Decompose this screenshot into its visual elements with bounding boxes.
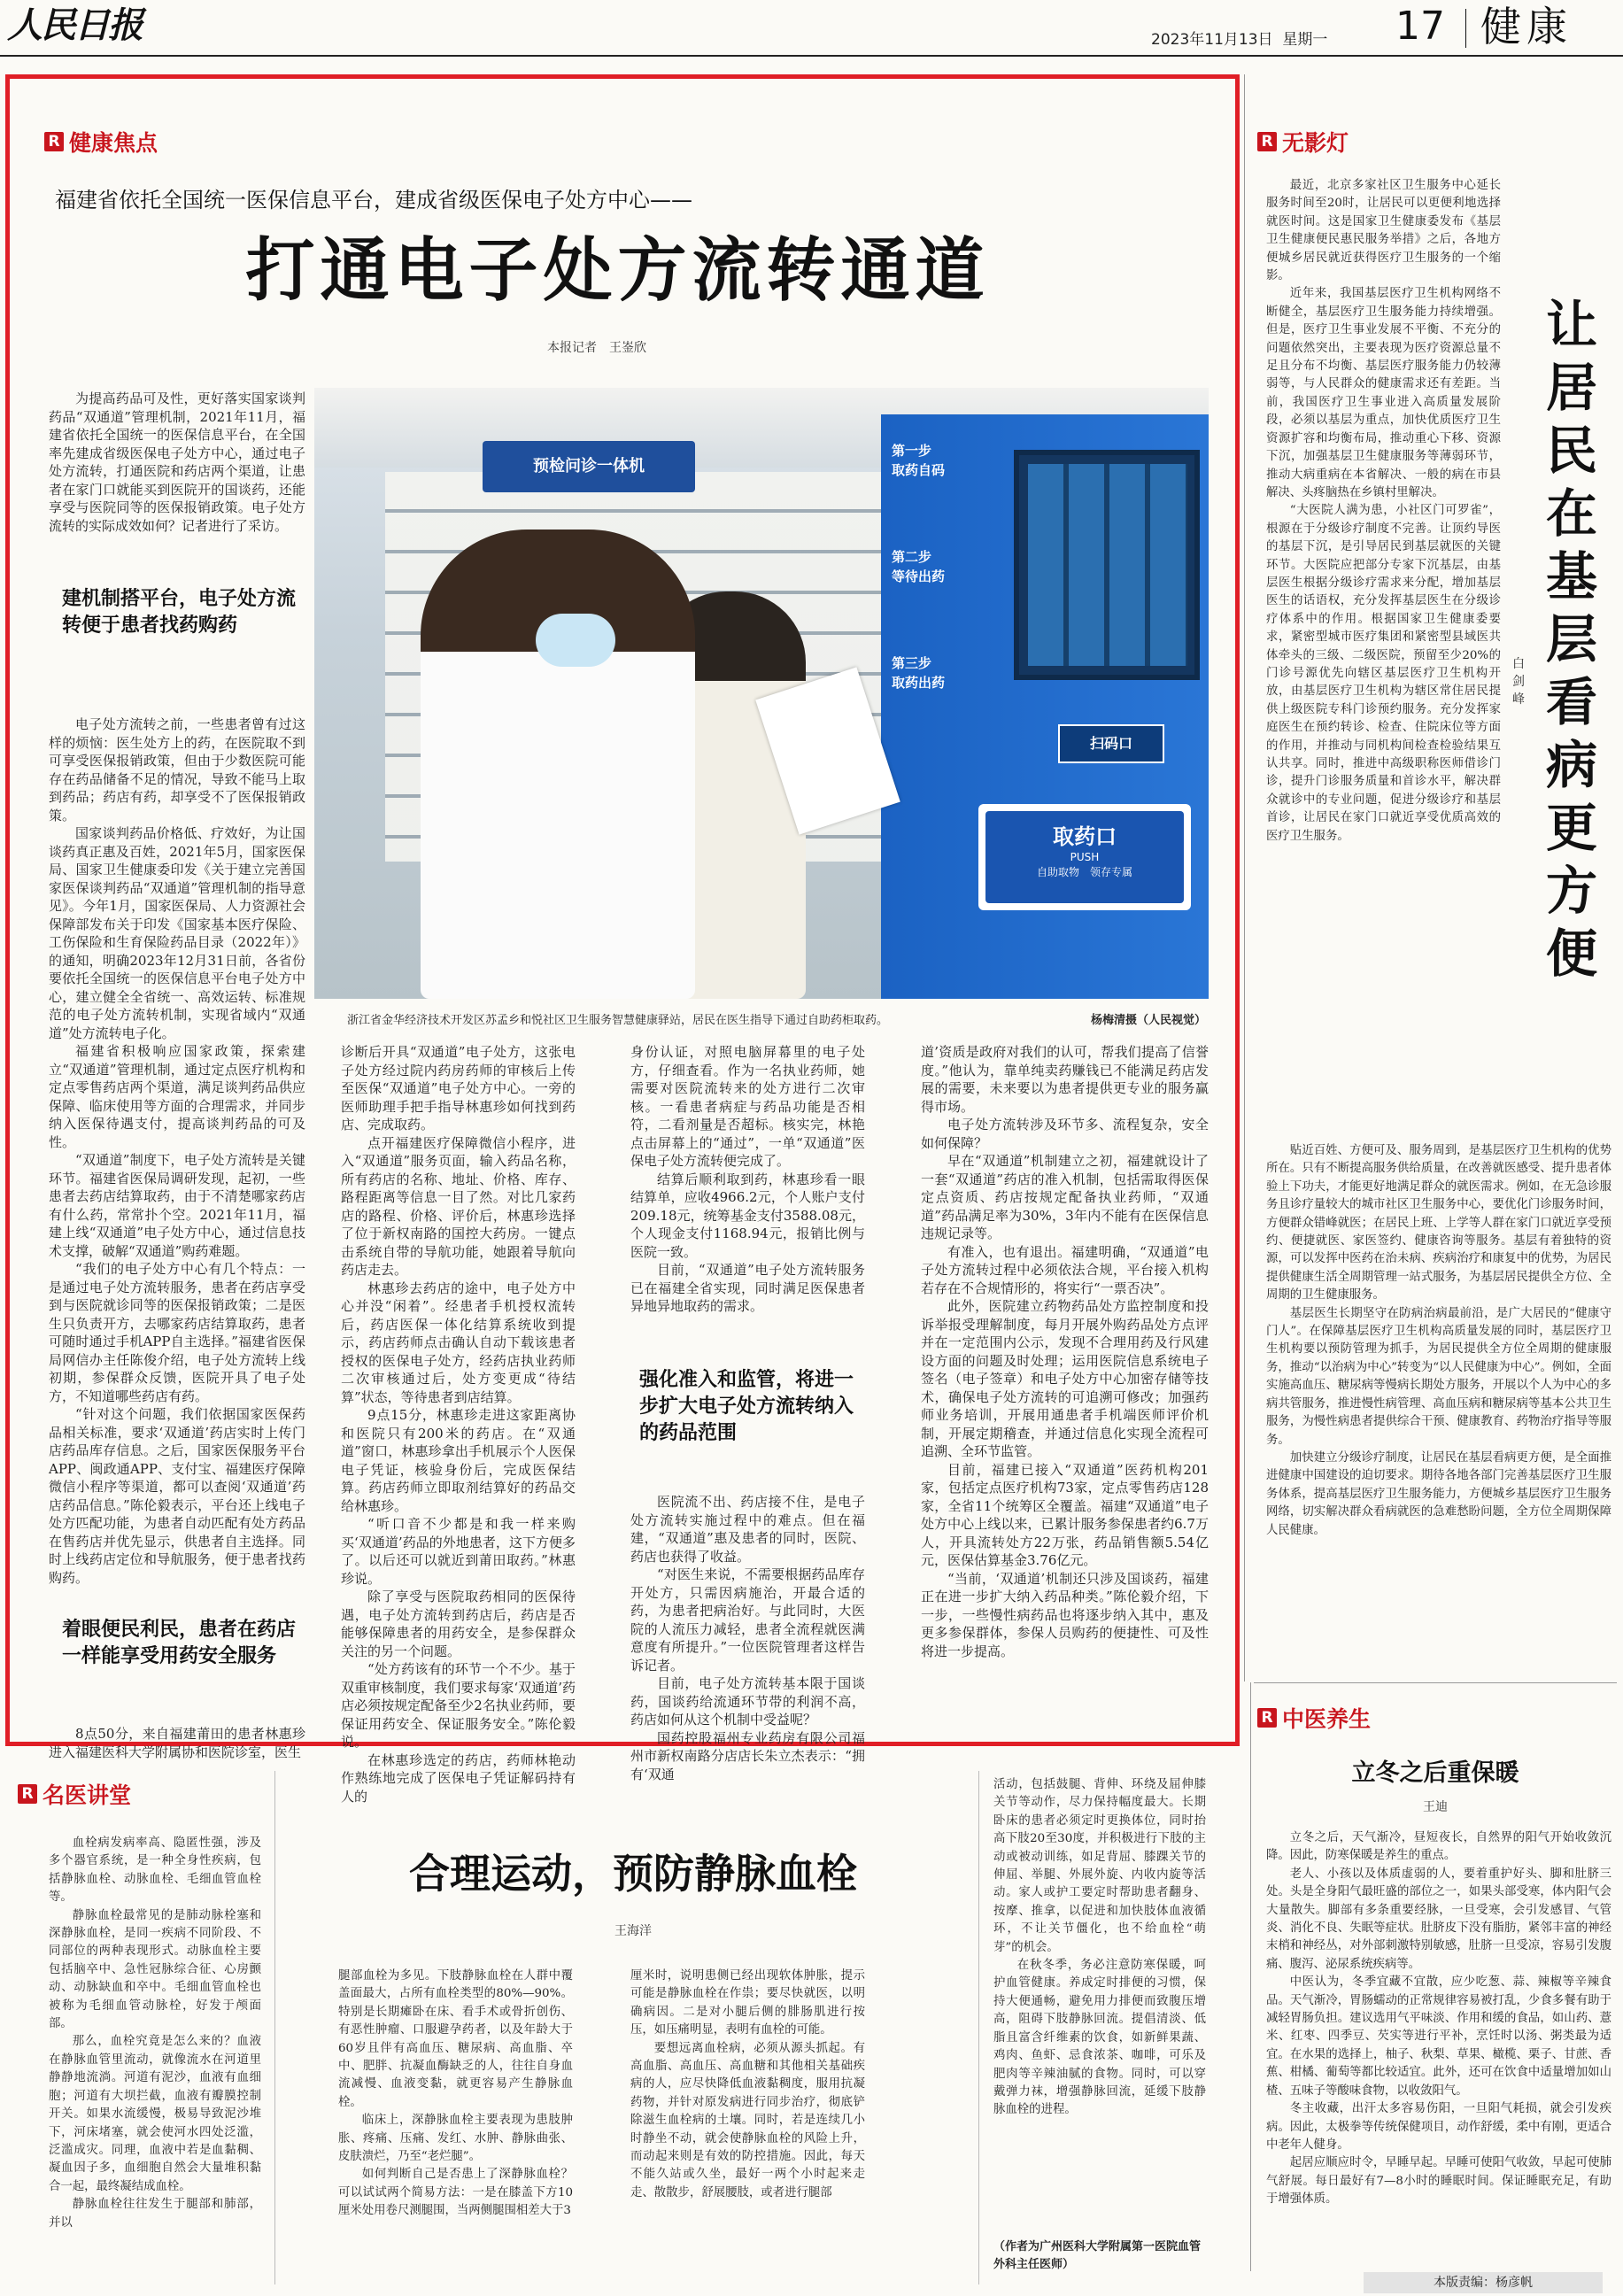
- news-photo: [314, 388, 1209, 999]
- tcm-author: 王迪: [1423, 1800, 1448, 1814]
- footer-editor: 本版责编：杨彦帆: [1364, 2272, 1603, 2293]
- photo-caption: 浙江省金华经济技术开发区苏孟乡和悦社区卫生服务智慧健康驿站，居民在医生指导下通过自助药柜取药。 杨梅清摄（人民视觉）: [347, 1014, 1206, 1027]
- doctor-col3: 厘米时，说明患侧已经出现软体肿胀，提示可能是静脉血栓在作祟；要尽快就医，以明确病因。二是对小腿后侧的腓肠肌进行按压，如压痛明显，表明有血栓的可能。 要想远离血栓病，必须从源头抓起。有高血脂、高血压、高血糖和其他相关基础疾病的人，应尽快降低血液黏稠度，服用抗凝药物，并针对原发病进行同步治疗，彻底铲除滋生血栓病的土壤。同时，若是连续几小时静坐不动，就会使静脉血栓的风险上升，而动起来则是有效的防控措施。因此，每天不能久站或久坐，最好一两个小时起来走走、散散步，舒展腰肢，或者进行腿部: [630, 1969, 865, 2199]
- article-col2: 诊断后开具“双通道”电子处方，这张电子处方经过院内药房药师的审核后上传至医保“双通道”电子处方中心。一旁的医师助理手把手指导林惠珍如何找到药店、完成取药。 点开福建医疗保障微信小程序，进入“双通道”服务页面，输入药品名称，所有药店的名称、地址、价格、库存、路程距离等信息一目了然。对比几家药店的路程、价格、评价后，林惠珍选择了位于新权南路的国控大药房。一键点击系统自带的导航功能，她跟着导航向药店走去。 林惠珍去药店的途中，电子处方中心并没“闲着”。经患者手机授权流转后，药店医保一体化结算系统收到提示，药店药师点击确认自动下载该患者授权的医保电子处方，经药店执业药师二次审核通过后，处方变更成“待结算”状态，等待患者到店结算。 9点15分，林惠珍走进这家距离协和医院只有200米的药店。在“双通道”窗口，林惠珍拿出手机展示个人医保电子凭证，核验身份后，完成医保结算。药店药师立即取剂结算好的药品交给林惠珍。 “听口音不少都是和我一样来购买‘双通道’药品的外地患者，这下方便多了。以后还可以就近到莆田取药。”林惠珍说。 除了享受与医院取药相同的医保待遇，电子处方流转到药店后，药店是否能够保障患者的用药安全，是参保群众关注的另一个问题。 “处方药该有的环节一个不少。基于双重审核制度，我们要求每家‘双通道’药店必须按规定配备至少2名执业药师，要保证用药安全、保证服务安全。”陈伦毅说。 在林惠珍选定的药店，药师林艳动作熟练地完成了医保电子凭证解码持有人的: [341, 1044, 576, 1805]
- article-intro: 为提高药品可及性，更好落实国家谈判药品“双通道”管理机制，2021年11月，福建省依托全国统一的医保信息平台，在全国率先建成省级医保电子处方中心，通过电子处方流转，打通医院和药店两个渠道，让患者在家门口就能买到医院开的国谈药，还能享受与医院同等的医保报销政策。电子处方流转的实际成效如何？记者进行了采访。: [49, 390, 305, 534]
- doctor-col2: 腿部血栓为多见。下肢静脉血栓在人群中覆盖面最大，占所有血栓类型的80%—90%。特别是长期瘫卧在床、看手术或骨折创伤、有恶性肿瘤、口服避孕药者，以及年龄大于60岁且伴有高血压、糖尿病、高血脂、卒中、肥胖、抗凝血酶缺乏的人，往往自身血流减慢、血液变黏，就更容易产生静脉血栓。 临床上，深静脉血栓主要表现为患肢肿胀、疼痛、压痛、发红、水肿、静脉曲张、皮肤溃烂，乃至“老烂腿”。 如何判断自己是否患上了深静脉血栓？可以试试两个简易方法：一是在膝盖下方10厘米处用卷尺测腿围，当两侧腿围相差大于3: [338, 1969, 573, 2218]
- section-marker-icon: R: [44, 132, 64, 151]
- doctor-author-note: （作者为广州医科大学附属第一医院血管外科主任医师）: [993, 2240, 1202, 2271]
- step-3: 第三步 取药出药: [892, 655, 946, 691]
- tcm-headline: 立冬之后重保暖: [1351, 1759, 1519, 1787]
- pickup-window: 取药口 PUSH 自助取物 领存专属: [978, 804, 1191, 910]
- article-col1: 电子处方流转之前，一些患者曾有过这样的烦恼：医生处方上的药，在医院取不到可享受医保报销政策，但由于少数医院可能存在药品储备不足的情况，导致不能马上取到药品；药店有药，却享受不了医保报销政策。 国家谈判药品价格低、疗效好，为让国谈药真正惠及百姓，2021年5月，国家医保局、国家卫生健康委印发《关于建立完善国家医保谈判药品“双通道”管理机制的指导意见》。今年1月，国家医保局、人力资源社会保障部发布关于印发《国家基本医疗保险、工伤保险和生育保险药品目录（2022年）》的通知，明确2023年12月31日前，各省份要依托全国统一的医保信息平台电子处方中心，建立健全全省统一、高效运转、标准规范的电子处方流转机制，实现省域内“双通道”处方流转电子化。 福建省积极响应国家政策，探索建立“双通道”管理机制，通过定点医疗机构和定点零售药店两个渠道，满足谈判药品供应保障、临床使用等方面的合理需求，并同步纳入医保待遇支付，提高谈判药品的可及性。 “双通道”制度下，电子处方流转是关键环节。福建省医保局调研发现，起初，一些患者去药店结算取药，由于不清楚哪家药店有什么药，常常扑个空。2021年11月，福建上线“双通道”电子处方中心，通过信息技术支撑，破解“双通道”购药难题。 “我们的电子处方中心有几个特点：一是通过电子处方流转服务，患者在药店享受到与医院就诊同等的医保报销政策；二是医生只负责开方，去哪家药店结算取药，患者可随时通过手机APP自主选择。”福建省医保局网信办主任陈俊介绍，电子处方流转上线初期，参保群众反馈，医院开具了电子处方，不知道哪些药店有药。 “针对这个问题，我们依据国家医保药品相关标准，要求‘双通道’药店实时上传门店药品库存信息。之后，国家医保服务平台APP、闽政通APP、支付宝、福建医疗保障微信小程序等渠道，都可以查阅‘双通道’药店药品信息。”陈伦毅表示，平台还上线电子处方匹配功能，为患者自动匹配有处方药品在售药店并优先显示，供患者自主选择。同时上线药店定位和导航服务，便于患者找药购药。: [49, 716, 305, 1586]
- commentary-headline: 让居民在基层看病更方便: [1545, 295, 1597, 984]
- section-tcm: R 中医养生: [1257, 1702, 1371, 1734]
- section-marker-icon: R: [18, 1784, 37, 1804]
- subheading-3: 强化准入和监管，将进一步扩大电子处方流转纳入的药品范围: [639, 1369, 854, 1444]
- article-byline: 本报记者 王崟欣: [547, 341, 646, 355]
- masthead-logo: 人民日报: [7, 4, 142, 46]
- section-doctor: R 名医讲堂: [18, 1778, 131, 1810]
- article-col3: 身份认证，对照电脑屏幕里的电子处方，仔细查看。作为一名执业药师，她需要对医院流转来的处方进行二次审核。一看患者病症与药品功能是否相符，二看剂量是否超标。核实完，林艳点击屏幕上的“通过”，一单“双通道”医保电子处方流转便完成了。 结算后顺利取到药，林惠珍看一眼结算单，应收4966.2元，个人账户支付209.18元，统筹基金支付3588.08元，个人现金支付1168.94元，报销比例与医院一致。 目前，“双通道”电子处方流转服务已在福建全省实现，同时满足医保患者异地异地取药的需求。: [630, 1044, 865, 1314]
- scan-port: 扫码口: [1058, 724, 1164, 763]
- page-number: 17: [1395, 4, 1445, 49]
- subheading-2: 着眼便民利民，患者在药店一样能享受用药安全服务: [62, 1619, 297, 1667]
- commentary-author: 白剑峰: [1512, 657, 1525, 707]
- article-col1-continued: 8点50分，来自福建莆田的患者林惠珍进入福建医科大学附属协和医院诊室，医生: [49, 1726, 305, 1760]
- photo-person-front: [421, 530, 695, 999]
- masthead-rule: [0, 55, 1623, 57]
- article-col3-continued: 医院流不出、药店接不住，是电子处方流转实施过程中的难点。但在福建，“双通道”惠及患者的同时，医院、药店也获得了收益。 “对医生来说，不需要根据药品库存开处方，只需因病施治，开最合适的药，为患者把病治好。与此同时，大医院的人流压力减轻，患者全流程就医满意度有所提升。”一位医院管理者这样告诉记者。 目前，电子处方流转基本限于国谈药，国谈药给流通环节带的利润不高，药店如何从这个机制中受益呢？ 国药控股福州专业药房有限公司福州市新权南路分店店长朱立杰表示：“拥有‘双通: [630, 1494, 865, 1782]
- doctor-col4: 活动，包括鼓腿、背伸、环绕及屈伸膝关节等动作，尽力保持幅度最大。长期卧床的患者必须定时更换体位，同时抬高下肢20至30度，并积极进行下肢的主动或被动训练，如足背屈、膝踝关节的伸屈、举腿、外展外旋、内收内旋等活动。家人或护工要定时帮助患者翻身、按摩、推拿，以促进和加快肢体血液循环，不让关节僵化，也不给血栓“萌芽”的机会。 在秋冬季，务必注意防寒保暖，呵护血管健康。养成定时排便的习惯，保持大便通畅，避免用力排便而致腹压增高，阻碍下肢静脉回流。提倡清淡、低脂且富含纤维素的饮食，如新鲜果蔬、鸡肉、鱼虾、忌食浓茶、咖啡，可乐及肥肉等辛辣油腻的食物。同时，可以穿戴弹力袜，增强静脉回流，延缓下肢静脉血栓的进程。: [993, 1778, 1206, 2117]
- kiosk-sign: 预检问诊一体机: [483, 441, 695, 492]
- masthead-date: 2023年11月13日 星期一: [1151, 31, 1328, 49]
- section-wuying: R 无影灯: [1257, 126, 1349, 158]
- section-marker-icon: R: [1257, 132, 1277, 151]
- doctor-headline: 合理运动，预防静脉血栓: [409, 1850, 857, 1898]
- article-subtitle: 福建省依托全国统一医保信息平台，建成省级医保电子处方中心——: [55, 188, 692, 213]
- doctor-author: 王海洋: [614, 1924, 652, 1938]
- machine-screen: [1014, 450, 1200, 680]
- commentary-body-wide: 贴近百姓、方便可及、服务周到，是基层医疗卫生机构的优势所在。只有不断提高服务供给质量，在改善就医感受、提升患者体验上下功夫，才能更好地满足群众的就医需求。例如，在无急诊服务且诊疗量较大的城市社区卫生服务中心，要优化门诊服务时间，方便群众错峰就医；在居民上班、上学等人群在家门口就近享受预约、便捷就医、家医签约、健康咨询等服务。基层有着独特的资源，可以发挥中医药在治未病、疾病治疗和康复中的优势，为居民提供健康生活全周期管理一站式服务，为基层居民提供全方位、全周期的卫生健康服务。 基层医生长期坚守在防病治病最前沿，是广大居民的“健康守门人”。在保障基层医疗卫生机构高质量发展的同时，基层医疗卫生机构要以预防管理为抓手，为居民提供全方位全周期的健康服务，推动“以治病为中心”转变为“以人民健康为中心”。例如，全面实施高血压、糖尿病等慢病长期处方服务，开展以个人为中心的多病共管服务，推进慢性病管理、高血压病和糖尿病等基本公共卫生服务，为慢性病患者提供综合干预、健康教育、药物治疗指导等服务。 加快建立分级诊疗制度，让居民在基层看病更方便，是全面推进健康中国建设的迫切要求。期待各地各部门完善基层医疗卫生服务体系，提高基层医疗卫生服务能力，方便城乡基层医疗卫生服务网络，切实解决群众看病就医的急难愁盼问题，全方位全周期保障人民健康。: [1266, 1144, 1611, 1537]
- page-title: 健康: [1480, 3, 1573, 50]
- photo-mask: [536, 614, 615, 667]
- step-2: 第二步 等待出药: [892, 549, 946, 584]
- article-headline: 打通电子处方流转通道: [245, 231, 990, 311]
- section-health-focus: R 健康焦点: [44, 126, 158, 158]
- subheading-1: 建机制搭平台，电子处方流转便于患者找药购药: [62, 588, 297, 637]
- commentary-body-narrow: 最近，北京多家社区卫生服务中心延长服务时间至20时，让居民可以更便利地选择就医时间。这是国家卫生健康委发布《基层卫生健康便民惠民服务举措》之后，各地方便城乡居民就近获得医疗卫生服务的一个缩影。 近年来，我国基层医疗卫生机构网络不断健全，基层医疗卫生服务能力持续增强。但是，医疗卫生事业发展不平衡、不充分的问题依然突出，主要表现为医疗资源总量不足且分布不均衡、基层医疗服务能力仍较薄弱等，与人民群众的健康需求还有差距。当前，我国医疗卫生事业进入高质量发展阶段，必须以基层为重点，加快优质医疗卫生资源扩容和均衡布局，推动重心下移、资源下沉，加强基层卫生健康服务等薄弱环节，推动大病重病在本省解决、一般的病在市县解决、头疼脑热在乡镇村里解决。 “大医院人满为患，小社区门可罗雀”，根源在于分级诊疗制度不完善。让顶约导医的基层下沉，是引导居民到基层就医的关键环节。大医院应把部分专家下沉基层，由基层医生根据分级诊疗需求来分配，增加基层医生的话语权，充分发挥基层医生在分级诊疗体系中的作用。根据国家卫生健康委要求，紧密型城市医疗集团和紧密型县域医共体牵头的三级、二级医院，预留至少20%的门诊号源优先向辖区基层医疗卫生机构开放，由基层医疗卫生机构为辖区常住居民提供上级医院专科门诊预约服务。充分发挥家庭医生在预约转诊、检查、住院床位等方面的作用，并推动与同机构间检查检验结果互认共享。同时，推进中高级职称医师借诊门诊，提升门诊服务质量和首诊水平，解决群众就诊中的专业问题，促进分级诊疗和基层首诊，让居民在家门口就近享受优质高效的医疗卫生服务。: [1266, 179, 1501, 843]
- doctor-col1: 血栓病发病率高、隐匿性强，涉及多个器官系统，是一种全身性疾病，包括静脉血栓、动脉血栓、毛细血管血栓等。 静脉血栓最常见的是肺动脉栓塞和深静脉血栓，是同一疾病不同阶段、不同部位的两种表现形式。动脉血栓主要包括脑卒中、急性冠脉综合征、心房颤动、动脉缺血和卒中。毛细血管血栓也被称为毛细血管动脉栓，好发于颅面部。 那么，血栓究竟是怎么来的？血液在静脉血管里流动，就像流水在河道里静静地流淌。河道有泥沙，血液有血细胞；河道有大坝拦截，血液有瓣膜控制开关。如果水流缓慢，极易导致泥沙堆下，河床堵塞，就会使河水四处泛滥，泛滥成灾。同理，血液中若是血黏稠、凝血因子多，血细胞自然会大量堆积黏合一起，最终凝结成血栓。 静脉血栓往往发生于腿部和肺部，并以: [49, 1836, 261, 2230]
- dispensing-machine: [881, 414, 1209, 999]
- step-1: 第一步 取药自码: [892, 443, 946, 478]
- tcm-body: 立冬之后，天气渐冷，昼短夜长，自然界的阳气开始收敛沉降。因此，防寒保暖是养生的重点。 老人、小孩以及体质虚弱的人，要着重护好头、脚和肚脐三处。头是全身阳气最旺盛的部位之一，如果头部受寒，体内阳气会大量散失。脚部有多条重要经脉，一旦受寒，会引发感冒、气管炎、消化不良、失眠等症状。肚脐皮下没有脂肪，紧邻丰富的神经末梢和神经丛，对外部刺激特别敏感，肚脐一旦受凉，容易引发腹痛、腹泻、泌尿系统疾病等。 中医认为，冬季宜藏不宜散，应少吃葱、蒜、辣椒等辛辣食品。天气渐冷，胃肠蠕动的正常规律容易被打乱，少食多餐有助于减轻胃肠负担。建议选用气平味淡、作用和缓的食品，如山药、薏米、红枣、四季豆、芡实等进行平补，烹饪时以汤、粥类最为适宜。在水果的选择上，柚子、秋梨、草果、橄榄、栗子、甘蔗、香蕉、柑橘、葡萄等都比较适宜。此外，还可在饮食中适量增加如山楂、五味子等酸味食物，以收敛阳气。 冬主收藏，出汗太多容易伤阳，一旦阳气耗损，就会引发疾病。因此，太极拳等传统保健项目，动作舒缓，柔中有刚，更适合中老年人健身。 起居应顺应时令，早睡早起。早睡可使阳气收敛，早起可使肺气舒展。每日最好有7—8小时的睡眠时间。保证睡眠充足，有助于增强体质。: [1266, 1831, 1611, 2207]
- section-marker-icon: R: [1257, 1708, 1277, 1728]
- article-col4: 道’资质是政府对我们的认可，帮我们提高了信誉度。”他认为，靠单纯卖药赚钱已不能满足药店发展的需要，未来要以为患者提供更专业的服务赢得市场。 电子处方流转涉及环节多、流程复杂，安全如何保障？ 早在“双通道”机制建立之初，福建就设计了一套“双通道”药店的准入机制，包括需取得医保定点资质、药店按规定配备执业药师，“双通道”药品满足率为30%，3年内不能有在医保信息违规记录等。 有准入，也有退出。福建明确，“双通道”电子处方流转过程中必须依法合规，平台接入机构若存在不合规情形的，将实行“一票否决”。 此外，医院建立药物药品处方监控制度和投诉举报受理解制度，每月开展外购药品处方点评并在一定范围内公示，发现不合理用药及行风建设方面的问题及时处理；运用医院信息系统电子签名（电子签章）和电子处方中心加密存储等技术，确保电子处方流转的可追溯可修改；加强药师业务培训，开展用通患者手机端医师评价机制，开展定期稽查，并通过信息化实现全流程可追溯、全环节监管。 目前，福建已接入“双通道”医药机构201家，包括定点医疗机构73家，定点零售药店128家，全省11个统筹区全覆盖。福建“双通道”电子处方中心上线以来，已累计服务参保患者约6.7万人，开具流转处方22万张，药品销售额5.54亿元，医保估算基金3.76亿元。 “当前，‘双通道’机制还只涉及国谈药，福建正在进一步扩大纳入药品种类。”陈伦毅介绍，下一步，一些慢性病药品也将逐步纳入其中，惠及更多参保群体，参保人员购药的便捷性、可及性将进一步提高。: [921, 1044, 1209, 1659]
